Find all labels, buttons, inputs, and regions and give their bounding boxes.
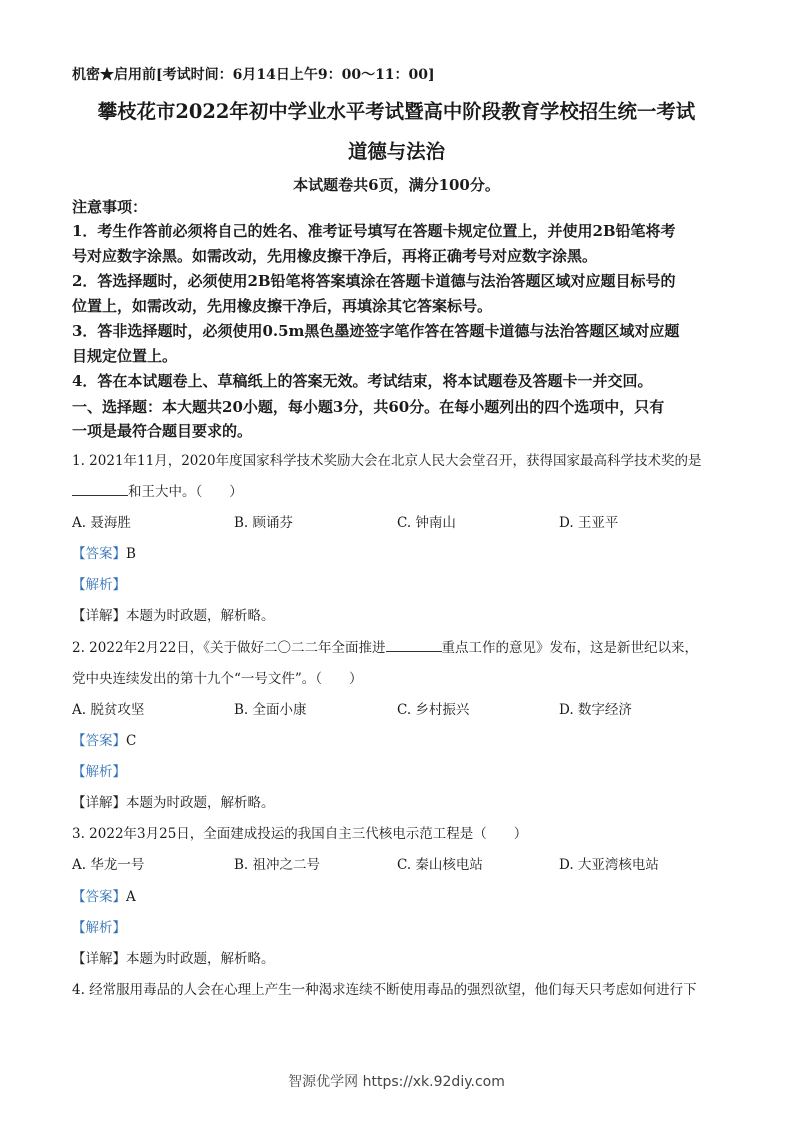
answer-blank [72, 495, 128, 496]
question-1-stem-cont [72, 480, 243, 500]
footer-watermark[interactable]: 智源优学网 https://xk.92diy.com [288, 1074, 505, 1090]
question-2-option-b: B. 全面小康 [234, 702, 307, 718]
question-1-answer [72, 542, 136, 562]
question-2-option-d: D. 数字经济 [559, 702, 632, 718]
question-2-stem-tail: 重点工作的意见》发布，这是新世纪以来， [441, 640, 699, 656]
question-1-stem: 1. 2021年11月，2020年度国家科学技术奖励大会在北京人民大会堂召开，获得国家最高科学技术奖的是 [72, 453, 702, 469]
note-line: 号对应数字涂黑。如需改动，先用橡皮擦干净后，再将正确考号对应数字涂黑。 [72, 247, 598, 265]
answer-tag: 【答案】 [72, 546, 126, 562]
question-1-option-c: C. 钟南山 [397, 515, 456, 531]
question-4-stem: 4. 经常服用毒品的人会在心理上产生一种渴求连续不断使用毒品的强烈欲望，他们每天只考虑如何进行下 [72, 982, 697, 998]
note-line: 3．答非选择题时，必须使用0.5m黑色墨迹签字笔作答在答题卡道德与法治答题区域对应题 [72, 322, 680, 340]
question-3-option-d: D. 大亚湾核电站 [559, 857, 659, 873]
question-3-option-b: B. 祖冲之二号 [234, 857, 321, 873]
question-3-detail: 【详解】本题为时政题，解析略。 [72, 951, 275, 967]
subject-title: 道德与法治 [347, 140, 446, 163]
question-2-stem [72, 636, 698, 656]
confidential-header: 机密★启用前[考试时间：6月14日上午9：00～11：00] [72, 67, 435, 83]
question-3-option-a: A. 华龙一号 [72, 857, 145, 873]
question-3-stem: 3. 2022年3月25日，全面建成投运的我国自主三代核电示范工程是（ ） [72, 826, 528, 842]
question-1-option-a: A. 聂海胜 [72, 515, 131, 531]
note-line: 目规定位置上。 [72, 347, 178, 365]
answer-value: C [126, 733, 137, 749]
note-line: 位置上，如需改动，先用橡皮擦干净后，再填涂其它答案标号。 [72, 297, 493, 315]
question-1-analysis-tag: 【解析】 [72, 577, 126, 593]
question-3-option-c: C. 秦山核电站 [397, 857, 483, 873]
question-1-detail: 【详解】本题为时政题，解析略。 [72, 608, 275, 624]
question-2-detail: 【详解】本题为时政题，解析略。 [72, 795, 275, 811]
question-1-option-d: D. 王亚平 [559, 515, 619, 531]
section-heading: 一、选择题：本大题共20小题，每小题3分，共60分。在每小题列出的四个选项中，只有 [72, 398, 665, 416]
question-1-option-b: B. 顾诵芬 [234, 515, 294, 531]
note-line: 2．答选择题时，必须使用2B铅笔将答案填涂在答题卡道德与法治答题区域对应题目标号的 [72, 272, 676, 290]
question-2-option-c: C. 乡村振兴 [397, 702, 470, 718]
answer-tag: 【答案】 [72, 733, 126, 749]
exam-title: 攀枝花市2022年初中学业水平考试暨高中阶段教育学校招生统一考试 [97, 100, 696, 123]
question-2-option-a: A. 脱贫攻坚 [72, 702, 145, 718]
answer-tag: 【答案】 [72, 889, 126, 905]
question-2-stem-cont: 党中央连续发出的第十九个“一号文件”。（ ） [72, 671, 363, 687]
note-line: 1．考生作答前必须将自己的姓名、准考证号填写在答题卡规定位置上，并使用2B铅笔将考 [72, 222, 676, 240]
notes-heading: 注意事项： [72, 198, 148, 216]
question-2-answer [72, 729, 136, 749]
exam-info: 本试题卷共6页，满分100分。 [293, 176, 500, 194]
note-line: 4．答在本试题卷上、草稿纸上的答案无效。考试结束，将本试题卷及答题卡一并交回。 [72, 372, 653, 390]
section-heading-cont: 一项是最符合题目要求的。 [72, 422, 253, 440]
question-1-stem-tail: 和王大中。（ ） [128, 484, 243, 500]
question-2-analysis-tag: 【解析】 [72, 764, 126, 780]
question-3-answer [72, 885, 136, 905]
answer-blank [386, 651, 442, 652]
answer-value: A [126, 889, 136, 905]
answer-value: B [126, 546, 136, 562]
question-2-stem-head: 2. 2022年2月22日，《关于做好二〇二二年全面推进 [72, 640, 386, 656]
question-3-analysis-tag: 【解析】 [72, 920, 126, 936]
